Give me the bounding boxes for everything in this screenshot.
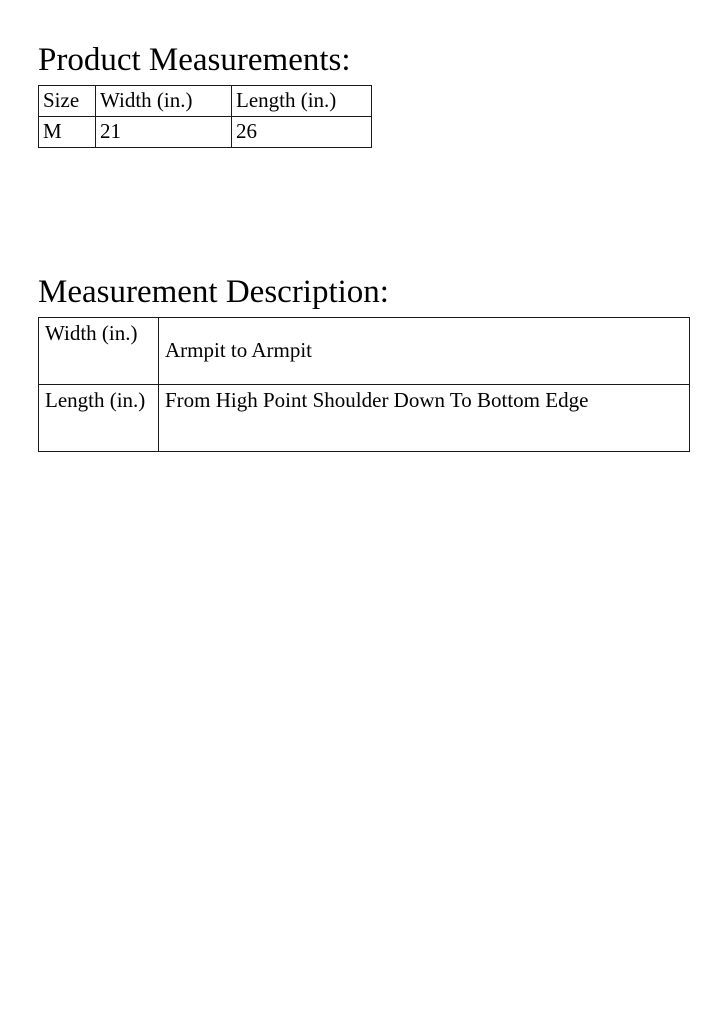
product-measurements-table (38, 85, 372, 148)
cell-term-length: Length (in.) (39, 385, 159, 452)
product-measurements-heading: Product Measurements: (38, 42, 351, 78)
measurement-description-heading: Measurement Description: (38, 274, 389, 310)
cell-size: M (39, 117, 96, 148)
measurement-description-section (38, 272, 690, 452)
product-measurements-section (38, 40, 372, 148)
column-header-width: Width (in.) (96, 86, 232, 117)
table-header-row (39, 86, 372, 117)
cell-width: 21 (96, 117, 232, 148)
cell-length: 26 (232, 117, 372, 148)
measurement-description-table (38, 317, 690, 452)
table-row (39, 385, 690, 452)
column-header-size: Size (39, 86, 96, 117)
table-row (39, 117, 372, 148)
cell-term-width: Width (in.) (39, 318, 159, 385)
table-row (39, 318, 690, 385)
cell-definition-length: From High Point Shoulder Down To Bottom Edge (159, 385, 690, 452)
cell-definition-width: Armpit to Armpit (159, 318, 690, 385)
column-header-length: Length (in.) (232, 86, 372, 117)
